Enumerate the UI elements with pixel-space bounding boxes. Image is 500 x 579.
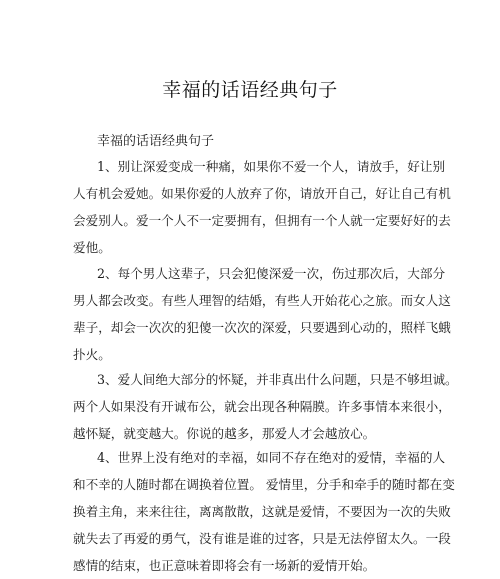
paragraph-line: 2、每个男人这辈子，只会犯傻深爱一次，伤过那次后，大部分 (97, 266, 446, 281)
paragraph-line: 1、别让深爱变成一种痛，如果你不爱一个人，请放手，好让别 (97, 159, 446, 174)
document-title: 幸福的话语经典句子 (162, 79, 338, 101)
paragraph-line: 换着主角，来来往往，离离散散，这就是爱情，不要因为一次的失败 (73, 504, 451, 519)
document-subtitle: 幸福的话语经典句子 (97, 134, 215, 149)
paragraph-line: 会爱别人。爱一个人不一定要拥有，但拥有一个人就一定要好好的去 (73, 213, 451, 228)
paragraph-line: 爱他。 (73, 240, 111, 255)
paragraph-line: 辈子，却会一次次的犯傻一次次的深爱，只要遇到心动的，照样飞蛾 (73, 320, 451, 335)
paragraph-line: 人有机会爱她。如果你爱的人放弃了你，请放开自己，好让自己有机 (73, 186, 451, 201)
paragraph-3 (73, 366, 458, 447)
paragraph-line: 越怀疑，就变越大。你说的越多，那爱人才会越放心。 (73, 426, 376, 441)
paragraph-4 (73, 444, 455, 579)
paragraph-line: 男人都会改变。有些人理智的结婚，有些人开始花心之旅。而女人这 (73, 293, 451, 308)
paragraph-line: 就失去了再爱的勇气，没有谁是谁的过客，只是无法停留太久。一段 (73, 531, 451, 546)
paragraph-1 (73, 153, 451, 261)
paragraph-line: 3、爱人间绝大部分的怀疑，并非真出什么问题，只是不够坦诚。 (97, 372, 458, 387)
paragraph-2 (73, 260, 451, 368)
paragraph-line: 和不幸的人随时都在调换着位置。 爱情里，分手和牵手的随时都在变 (73, 477, 455, 492)
paragraph-line: 两个人如果没有开诚布公，就会出现各种隔膜。许多事情本来很小， (73, 399, 451, 414)
paragraph-line: 4、世界上没有绝对的幸福，如同不存在绝对的爱情，幸福的人 (97, 450, 446, 465)
paragraph-line: 感情的结束，也正意味着即将会有一场新的爱情开始。 (73, 558, 376, 573)
paragraph-line: 扑火。 (73, 347, 111, 362)
